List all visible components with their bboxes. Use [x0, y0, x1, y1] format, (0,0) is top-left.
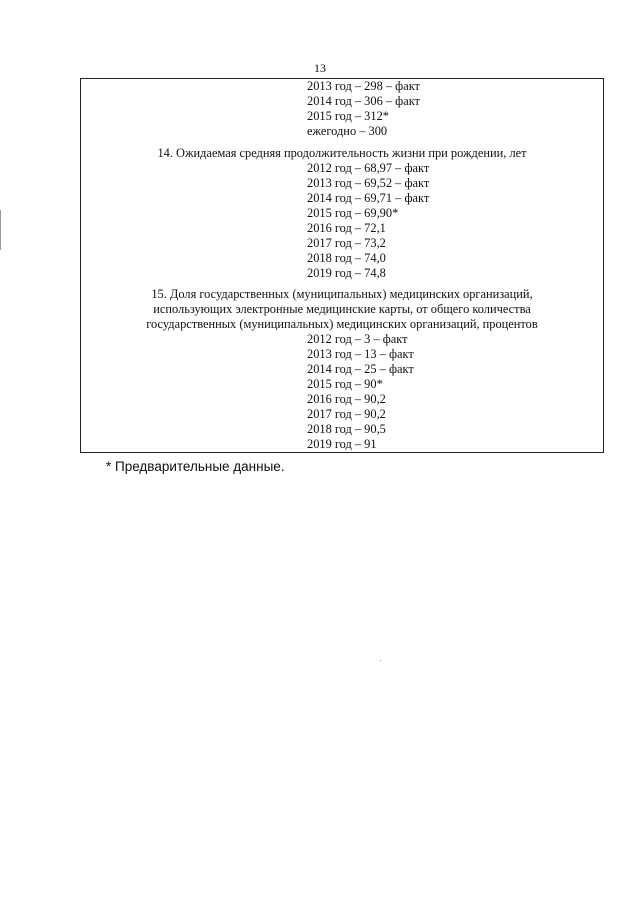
indicator-15-value: 2016 год – 90,2 — [307, 392, 386, 406]
indicator-13-value: ежегодно – 300 — [307, 124, 388, 138]
indicator-13-value: 2013 год – 298 – факт — [307, 79, 420, 93]
indicator-15-value: 2017 год – 90,2 — [307, 407, 386, 421]
indicator-14-value: 2012 год – 68,97 – факт — [307, 161, 430, 175]
indicator-14-heading: 14. Ожидаемая средняя продолжительность жизни при рождении, лет — [157, 146, 527, 160]
indicator-15-heading-line: использующих электронные медицинские карты, от общего количества — [153, 302, 531, 316]
scan-dot-mark — [380, 660, 381, 661]
indicator-13-value: 2015 год – 312* — [307, 109, 389, 123]
scan-edge-mark — [0, 210, 1, 250]
indicator-15-value: 2014 год – 25 – факт — [307, 362, 414, 376]
indicator-15-value: 2018 год – 90,5 — [307, 422, 386, 436]
indicator-15-value: 2019 год – 91 — [307, 437, 377, 451]
indicator-13-value: 2014 год – 306 – факт — [307, 94, 420, 108]
indicator-14-value: 2013 год – 69,52 – факт — [307, 176, 430, 190]
indicator-15-heading-line: государственных (муниципальных) медицинских организаций, процентов — [146, 317, 538, 331]
indicator-14-value: 2017 год – 73,2 — [307, 236, 386, 250]
indicator-15-value: 2015 год – 90* — [307, 377, 383, 391]
indicator-14-value: 2016 год – 72,1 — [307, 221, 386, 235]
indicator-15-value: 2013 год – 13 – факт — [307, 347, 414, 361]
indicator-table — [80, 78, 604, 453]
indicator-14-value: 2015 год – 69,90* — [307, 206, 399, 220]
indicator-14-value: 2018 год – 74,0 — [307, 251, 386, 265]
indicator-15-heading-line: 15. Доля государственных (муниципальных) медицинских организаций, — [151, 287, 533, 301]
footnote: * Предварительные данные. — [106, 459, 285, 474]
indicator-14-value: 2014 год – 69,71 – факт — [307, 191, 430, 205]
page-number: 13 — [314, 61, 326, 75]
indicator-14-value: 2019 год – 74,8 — [307, 266, 386, 280]
indicator-15-value: 2012 год – 3 – факт — [307, 332, 408, 346]
